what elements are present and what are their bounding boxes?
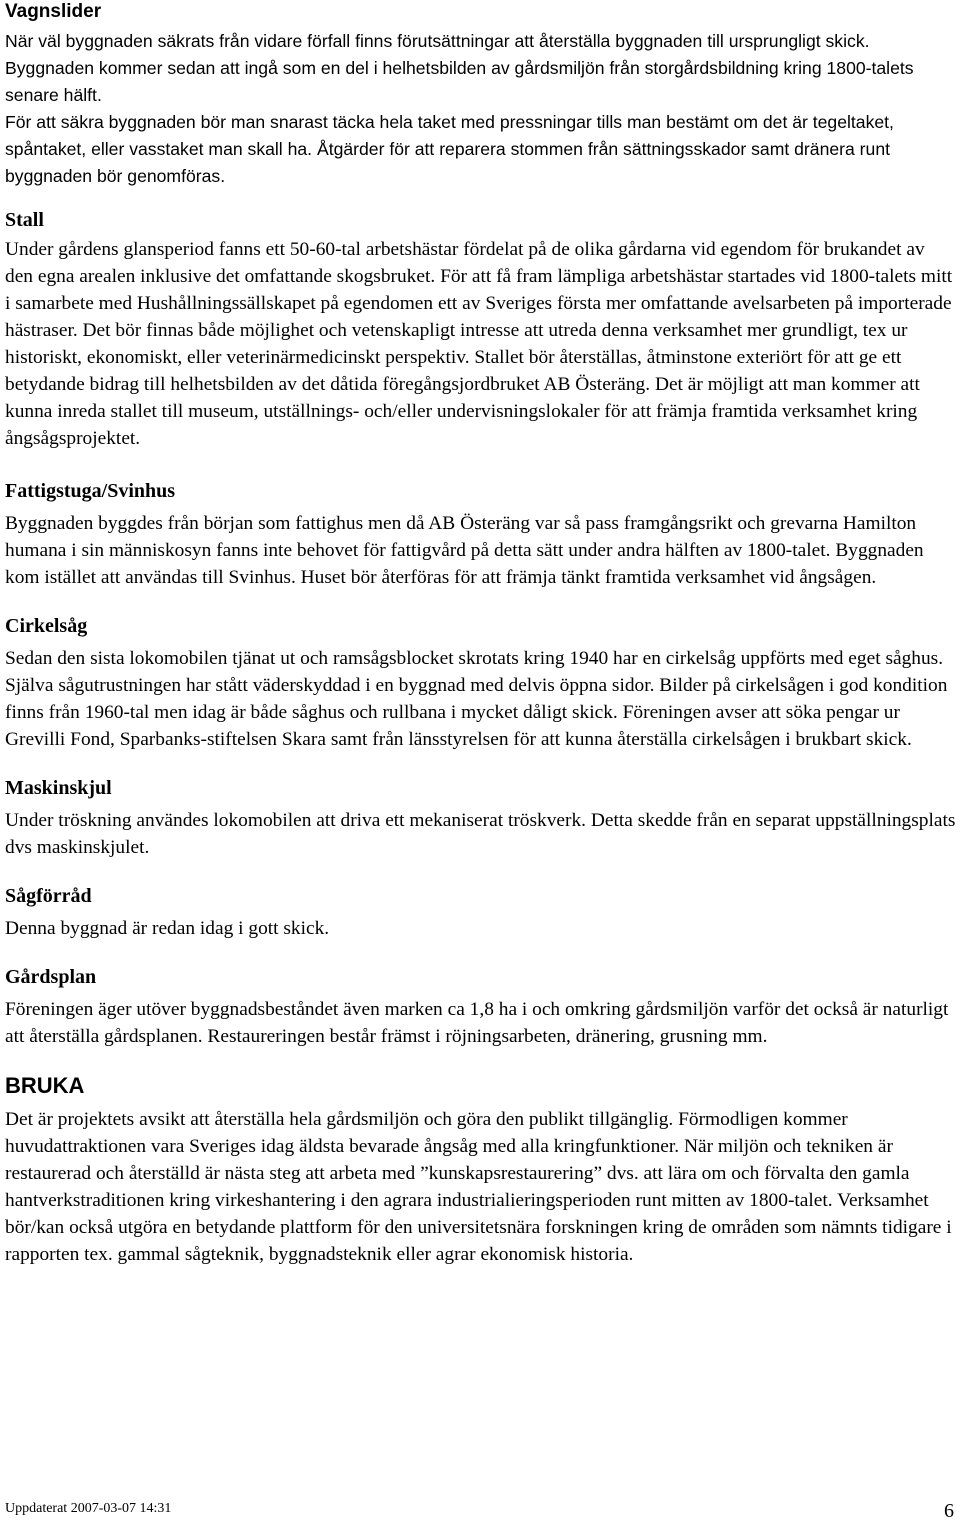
paragraph-maskinskjul: Under tröskning användes lokomobilen att driva ett mekaniserat tröskverk. Detta skedde från en separat uppställningsplats dvs maskinskjulet. — [5, 810, 956, 858]
paragraph-vagnslider-1: När väl byggnaden säkrats från vidare förfall finns förutsättningar att återställa byggnaden till ursprungligt skick. Byggnaden kommer sedan att ingå som en del i helhetsbilden av gårdsmiljön från storgårdsbildning kring 1800-talets senare hälft. — [5, 31, 914, 105]
paragraph-sagforrad: Denna byggnad är redan idag i gott skick. — [5, 918, 330, 939]
heading-cirkelsag: Cirkelsåg — [5, 615, 88, 637]
footer-updated-timestamp: Uppdaterat 2007-03-07 14:31 — [5, 1501, 172, 1516]
document-page — [5, 0, 957, 1268]
paragraph-vagnslider-2: För att säkra byggnaden bör man snarast täcka hela taket med pressningar tills man bestämt om det är tegeltaket, spåntaket, eller vasstaket man skall ha. Åtgärder för att reparera stommen från sättningsskador samt dränera runt byggnaden bör genomföras. — [5, 112, 894, 186]
paragraph-fattigstuga: Byggnaden byggdes från början som fattighus men då AB Österäng var så pass framgångsrikt och grevarna Hamilton humana i sin människosyn fanns inte behovet för fattigvård på detta sätt under andra hälften av 1800-talet. Byggnaden kom istället att användas till Svinhus. Huset bör återföras för att främja tänkt framtida verksamhet vid ångsågen. — [5, 513, 924, 588]
page-number: 6 — [944, 1500, 954, 1522]
heading-bruka: BRUKA — [5, 1073, 85, 1098]
heading-stall: Stall — [5, 209, 44, 231]
paragraph-cirkelsag: Sedan den sista lokomobilen tjänat ut och ramsågsblocket skrotats kring 1940 har en cirkelsåg uppförts med eget såghus. Själva sågutrustningen har stått väderskyddad i en byggnad med delvis öppna sidor. Bilder på cirkelsågen i god kondition finns från 1960-tal men idag är både såghus och rullbana i mycket dåligt skick. Föreningen avser att söka pengar ur Grevilli Fond, Sparbanks-stiftelsen Skara samt från länsstyrelsen för att kunna återställa cirkelsågen i brukbart skick. — [5, 648, 948, 750]
heading-gardsplan: Gårdsplan — [5, 966, 97, 988]
paragraph-gardsplan: Föreningen äger utöver byggnadsbeståndet även marken ca 1,8 ha i och omkring gårdsmiljön varför det också är naturligt att återställa gårdsplanen. Restaureringen består främst i röjningsarbeten, dränering, grusning mm. — [5, 999, 949, 1047]
heading-maskinskjul: Maskinskjul — [5, 777, 112, 799]
heading-fattigstuga: Fattigstuga/Svinhus — [5, 480, 176, 502]
paragraph-bruka: Det är projektets avsikt att återställa hela gårdsmiljön och göra den publikt tillgänglig. Förmodligen kommer huvudattraktionen vara Sveriges idag äldsta bevarade ångsåg med alla kringfunktioner. När miljön och tekniken är restaurerad och återställd är nästa steg att arbeta med ”kunskapsrestaurering” dvs. att lära om och förvalta den gamla hantverkstraditionen kring virkeshantering i den agrara industrialieringsperioden runt mitten av 1800-talet. Verksamhet bör/kan också utgöra en betydande plattform för den universitetsnära forskningen kring de områden som nämnts tidigare i rapporten tex. gammal sågteknik, byggnadsteknik eller agrar ekonomisk historia. — [5, 1109, 952, 1265]
heading-sagforrad: Sågförråd — [5, 885, 92, 907]
paragraph-stall: Under gårdens glansperiod fanns ett 50-60-tal arbetshästar fördelat på de olika gårdarna vid egendom för brukandet av den egna arealen inklusive det omfattande skogsbruket. För att få fram lämpliga arbetshästar startades vid 1800-talets mitt i samarbete med Hushållningssällskapet på egendomen ett av Sveriges första mer omfattande avelsarbeten på importerade hästraser. Det bör finnas både möjlighet och vetenskapligt intresse att utreda denna verksamhet mer grundligt, tex ur historiskt, ekonomiskt, eller veterinärmedicinskt perspektiv. Stallet bör återställas, åtminstone exteriört för att ge ett betydande bidrag till helhetsbilden av det dåtida föregångsjordbruket AB Österäng. Det är möjligt att man kommer att kunna inreda stallet till museum, utställnings- och/eller undervisningslokaler för att främja framtida verksamhet kring ångsågsprojektet. — [5, 239, 953, 449]
heading-vagnslider: Vagnslider — [5, 1, 102, 22]
